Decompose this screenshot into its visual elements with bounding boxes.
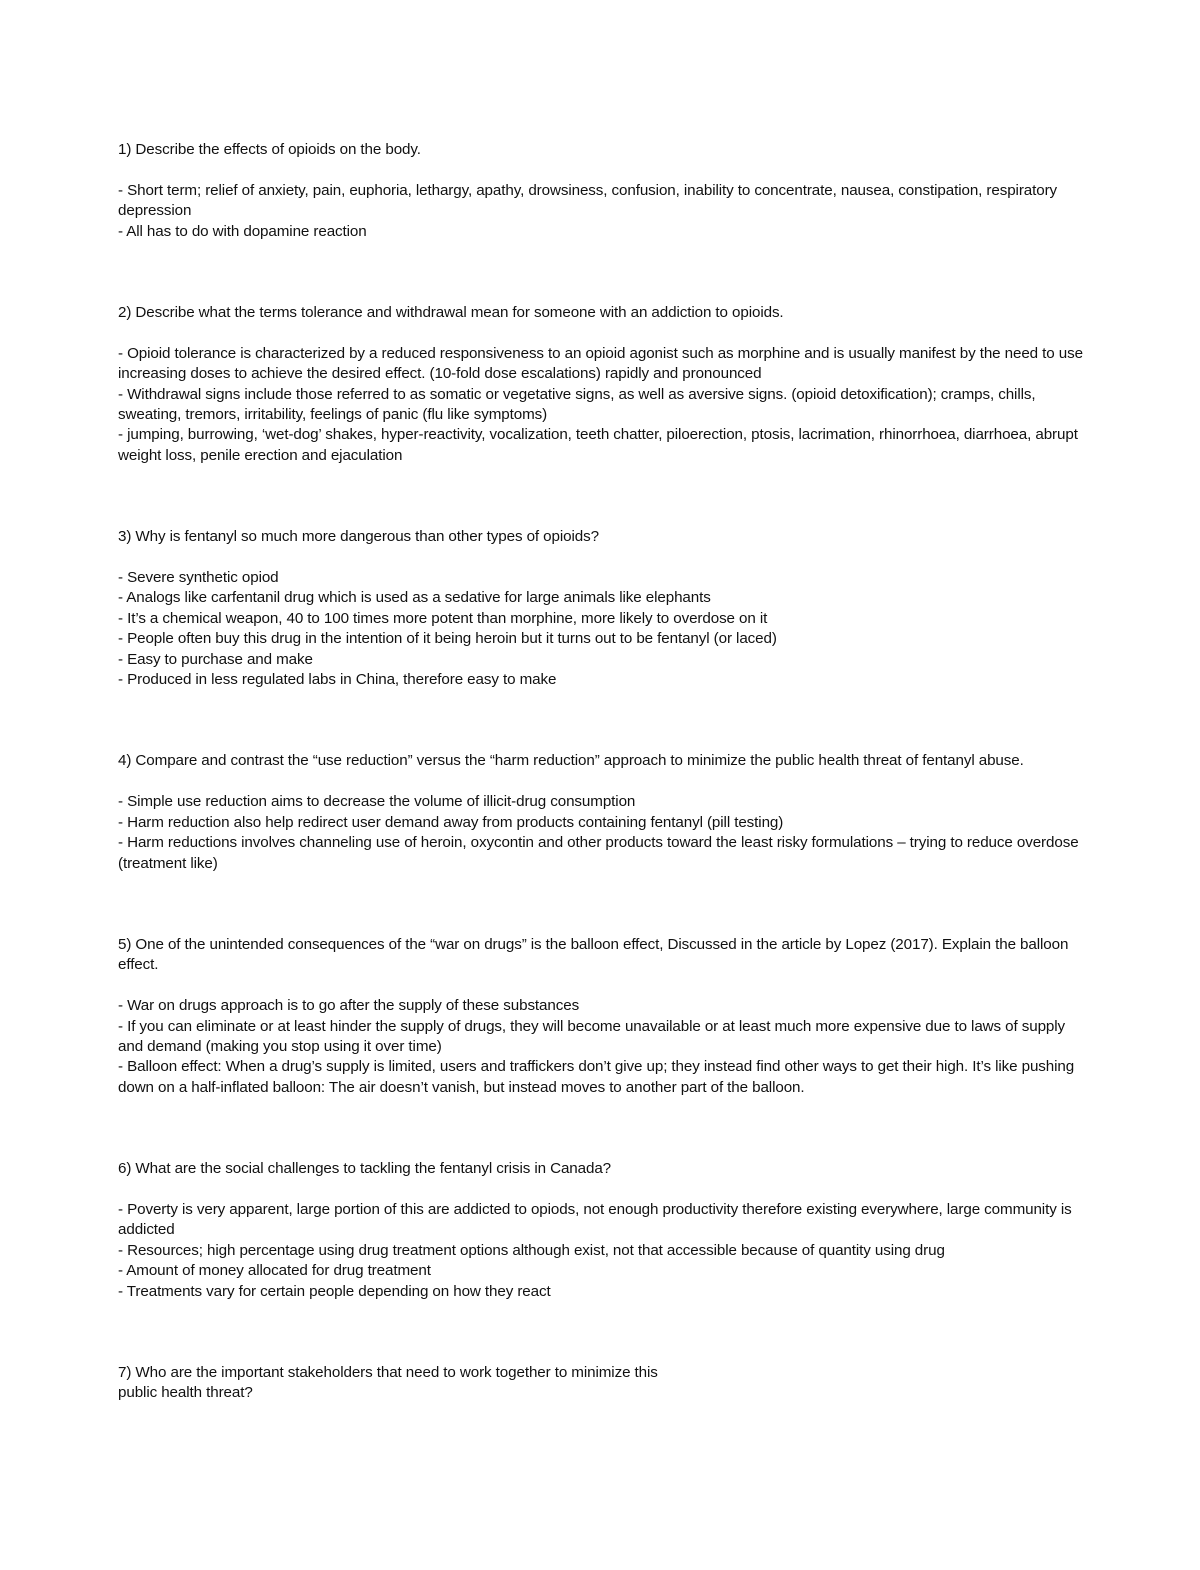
answer-line: - People often buy this drug in the intention of it being heroin but it turns out to be fentanyl (or laced) [118,630,777,648]
answer-line: - War on drugs approach is to go after the supply of these substances [118,997,580,1015]
document-body [118,140,1088,1404]
answer-line: - Resources; high percentage using drug treatment options although exist, not that accessible because of quantity using drug [118,1241,945,1259]
question-section-2 [118,303,1088,466]
answer-line: - Harm reductions involves channeling use of heroin, oxycontin and other products toward the least risky formulations – trying to reduce overdose (treatment like) [118,834,1083,872]
answer-line: - jumping, burrowing, ‘wet-dog’ shakes, hyper-reactivity, vocalization, teeth chatter, piloerection, ptosis, lacrimation, rhinorrhoea, diarrhoea, abrupt weight loss, penile erection and ejaculation [118,426,1082,464]
question-section-1 [118,140,1088,242]
question-section-4 [118,751,1088,873]
answer-list [118,1200,1088,1302]
answer-list [118,996,1088,1098]
answer-line: - Balloon effect: When a drug’s supply is limited, users and traffickers don’t give up; they instead find other ways to get their high. It’s like pushing down on a half-inflated balloon: The air doesn’t vanish, but instead moves to another part of the balloon. [118,1058,1079,1096]
answer-line: - Opioid tolerance is characterized by a reduced responsiveness to an opioid agonist such as morphine and is usually manifest by the need to use increasing doses to achieve the desired effect. (10-fold dose escalations) rapidly and pronounced [118,344,1088,383]
answer-line: - Withdrawal signs include those referred to as somatic or vegetative signs, as well as aversive signs. (opioid detoxification); cramps, chills, sweating, tremors, irritability, feelings of panic (flu like symptoms) [118,385,1040,424]
question-heading: 7) Who are the important stakeholders that need to work together to minimize this public health threat? [118,1363,658,1402]
answer-list [118,792,1088,874]
answer-line: - Harm reduction also help redirect user demand away from products containing fentanyl (pill testing) [118,813,784,831]
question-section-5 [118,935,1088,1098]
answer-line: - Short term; relief of anxiety, pain, euphoria, lethargy, apathy, drowsiness, confusion, inability to concentrate, nausea, constipation, respiratory depression [118,181,1062,220]
answer-line: - Severe synthetic opiod [118,569,279,587]
question-section-6 [118,1159,1088,1302]
answer-line: - Produced in less regulated labs in China, therefore easy to make [118,671,557,689]
answer-line: - Treatments vary for certain people depending on how they react [118,1282,551,1300]
question-heading: 1) Describe the effects of opioids on the body. [118,141,421,158]
question-heading: 5) One of the unintended consequences of the “war on drugs” is the balloon effect, Discussed in the article by Lopez (2017). Explain the balloon effect. [118,935,1073,974]
answer-line: - Simple use reduction aims to decrease the volume of illicit-drug consumption [118,793,636,811]
answer-list [118,344,1088,466]
answer-line: - It’s a chemical weapon, 40 to 100 times more potent than morphine, more likely to overdose on it [118,609,768,627]
question-heading: 2) Describe what the terms tolerance and withdrawal mean for someone with an addiction to opioids. [118,304,784,322]
answer-line: - If you can eliminate or at least hinder the supply of drugs, they will become unavailable or at least much more expensive due to laws of supply and demand (making you stop using it over time) [118,1017,1070,1055]
question-heading: 3) Why is fentanyl so much more dangerous than other types of opioids? [118,528,599,546]
question-section-7 [118,1363,1088,1404]
answer-line: - Poverty is very apparent, large portion of this are addicted to opiods, not enough productivity therefore existing everywhere, large community is addicted [118,1200,1076,1239]
question-heading: 4) Compare and contrast the “use reduction” versus the “harm reduction” approach to minimize the public health threat of fentanyl abuse. [118,752,1024,770]
answer-line: - Amount of money allocated for drug treatment [118,1262,431,1280]
answer-list [118,568,1088,690]
question-heading: 6) What are the social challenges to tackling the fentanyl crisis in Canada? [118,1160,612,1178]
answer-list [118,181,1088,242]
answer-line: - Easy to purchase and make [118,650,313,668]
question-section-3 [118,527,1088,690]
answer-line: - Analogs like carfentanil drug which is used as a sedative for large animals like elephants [118,589,711,607]
answer-line: - All has to do with dopamine reaction [118,222,367,240]
